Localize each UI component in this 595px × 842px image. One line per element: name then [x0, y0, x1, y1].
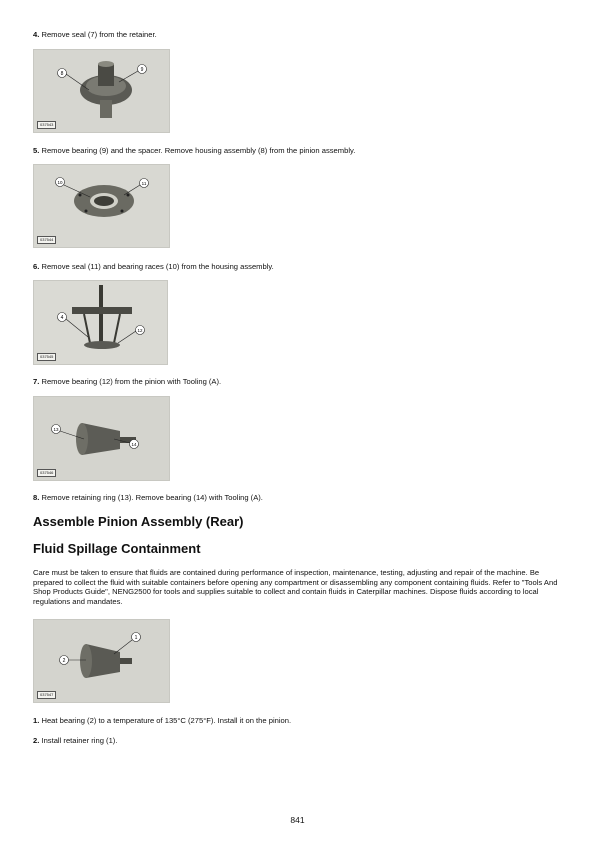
- figure-037547: [33, 619, 170, 703]
- step-text: Remove retaining ring (13). Remove bearing (14) with Tooling (A).: [41, 493, 263, 502]
- step-number: 8.: [33, 493, 40, 502]
- step-6: [33, 262, 274, 272]
- step-text: Remove seal (11) and bearing races (10) from the housing assembly.: [41, 262, 274, 271]
- step-number: 2.: [33, 736, 40, 745]
- section-heading-fluid: Fluid Spillage Containment: [33, 541, 201, 556]
- step-text: Remove bearing (9) and the spacer. Remove housing assembly (8) from the pinion assembly.: [41, 146, 356, 155]
- step-number: 4.: [33, 30, 40, 39]
- callout-12: 12: [137, 328, 143, 333]
- step-number: 5.: [33, 146, 40, 155]
- callout-9: 9: [140, 67, 144, 73]
- page-number: 841: [290, 815, 305, 825]
- figure-id: 037546: [37, 469, 56, 477]
- step-number: 6.: [33, 262, 40, 271]
- assembly-step-2: [33, 736, 117, 746]
- step-5: [33, 146, 355, 156]
- callout-13: 13: [53, 427, 59, 432]
- figure-037543: [33, 49, 170, 133]
- step-number: 7.: [33, 377, 40, 386]
- step-7: [33, 377, 221, 387]
- figure-037546: [33, 396, 170, 481]
- callout-14: 14: [131, 442, 137, 447]
- step-8: [33, 493, 263, 503]
- step-text: Remove seal (7) from the retainer.: [41, 30, 157, 39]
- step-text: Heat bearing (2) to a temperature of 135°C (275°F). Install it on the pinion.: [41, 716, 292, 725]
- figure-037544: [33, 164, 170, 248]
- section-heading-assemble: Assemble Pinion Assembly (Rear): [33, 514, 244, 529]
- figure-id: 037543: [37, 121, 56, 129]
- callout-11: 11: [141, 181, 147, 186]
- step-text: Remove bearing (12) from the pinion with Tooling (A).: [41, 377, 222, 386]
- fluid-paragraph: Care must be taken to ensure that fluids are contained during performance of inspection, maintenance, testing, adjusting and repair of the machine. Be prepared to collect the fluid with suitable containers before opening any compartment or disassembling any component containing fluids. Refer to "Tools And Shop Products Guide", NENG2500 for tools and supplies suitable to collect and contain fluids in Caterpillar machines. Dispose fluids according to local regulations and mandates.: [33, 568, 558, 606]
- callout-1: 1: [134, 635, 138, 641]
- callout-8: 8: [60, 71, 64, 77]
- callout-2: 2: [62, 658, 66, 664]
- step-4: [33, 30, 157, 40]
- callout-10: 10: [57, 180, 63, 185]
- figure-037545: [33, 280, 168, 365]
- callout-4: 4: [60, 315, 64, 321]
- figure-id: 037547: [37, 691, 56, 699]
- step-number: 1.: [33, 716, 40, 725]
- figure-id: 037545: [37, 353, 56, 361]
- figure-id: 037544: [37, 236, 56, 244]
- assembly-step-1: [33, 716, 291, 726]
- step-text: Install retainer ring (1).: [41, 736, 118, 745]
